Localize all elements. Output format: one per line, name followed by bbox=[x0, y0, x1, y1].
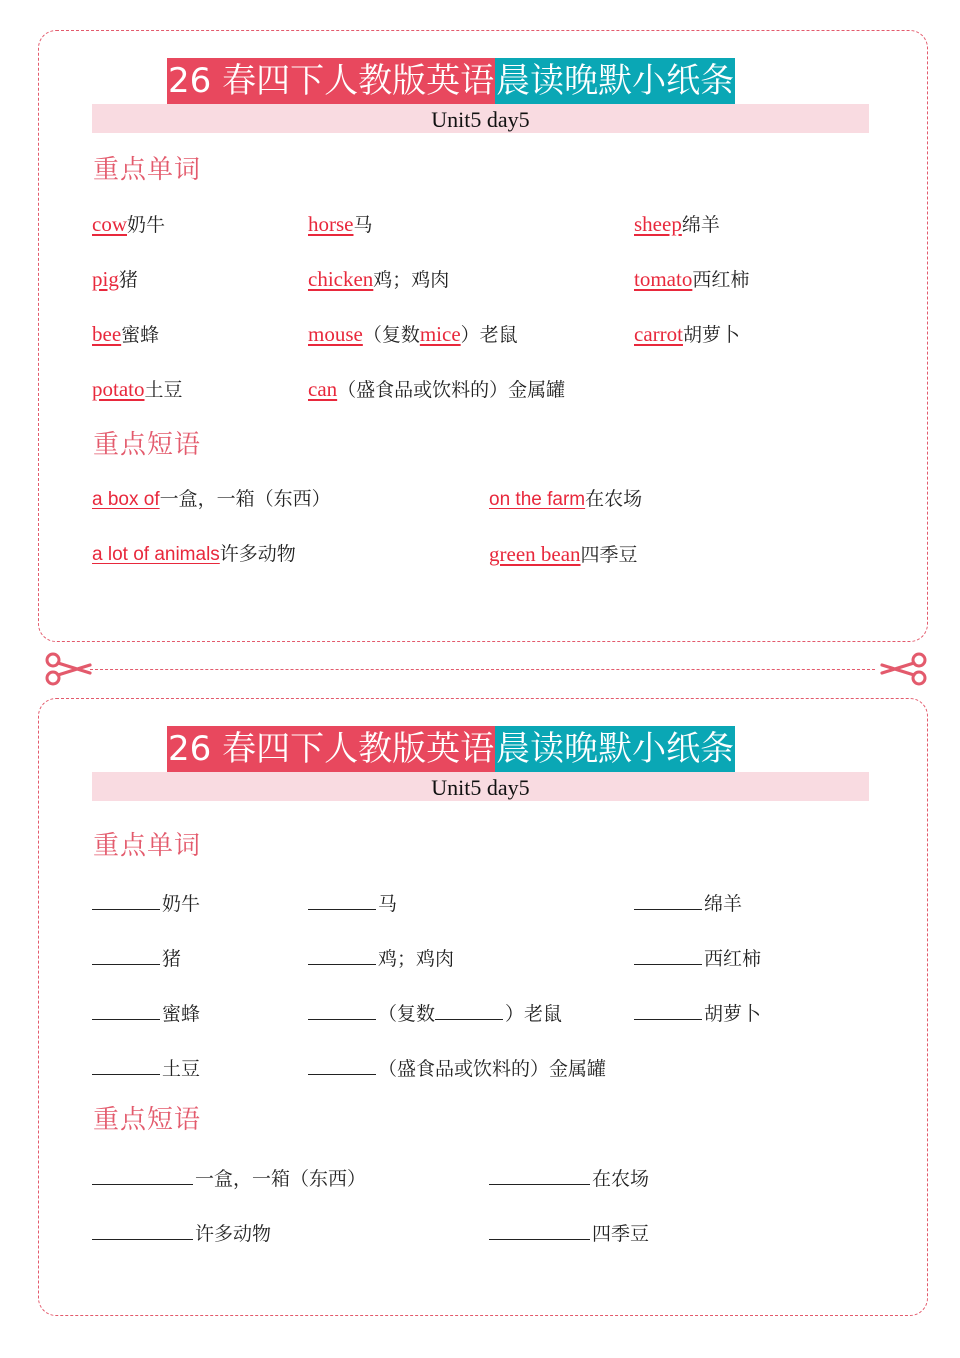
word-item bbox=[92, 211, 165, 238]
word-en: pig bbox=[92, 267, 119, 291]
word-cn: ）老鼠 bbox=[505, 1003, 563, 1025]
word-cn: 猪 bbox=[162, 948, 182, 970]
phrase-item bbox=[92, 541, 296, 568]
word-cn: （盛食品或饮料的）金属罐 bbox=[337, 379, 566, 401]
phrase-cn: 许多动物 bbox=[219, 543, 296, 565]
word-cn: 胡萝卜 bbox=[704, 1003, 762, 1025]
cut-line bbox=[90, 669, 875, 670]
word-en: mouse bbox=[308, 322, 363, 346]
answer-blank[interactable] bbox=[92, 1162, 193, 1185]
blank-item bbox=[308, 887, 397, 917]
word-cn: （盛食品或饮料的）金属罐 bbox=[378, 1058, 607, 1080]
section-words-heading: 重点单词 bbox=[93, 831, 202, 861]
phrase-cn: 一盒，一箱（东西） bbox=[159, 488, 331, 510]
word-item bbox=[308, 266, 449, 293]
answer-blank[interactable] bbox=[308, 1052, 376, 1075]
word-cn-pre: （复数 bbox=[378, 1003, 436, 1025]
blank-item bbox=[92, 1217, 271, 1247]
card-title bbox=[167, 726, 735, 772]
word-en: potato bbox=[92, 377, 145, 401]
word-cn: 绵羊 bbox=[681, 214, 720, 236]
word-item bbox=[634, 266, 749, 293]
phrase-item bbox=[92, 486, 331, 513]
answer-blank[interactable] bbox=[92, 942, 160, 965]
word-item bbox=[92, 321, 159, 348]
phrase-en: on the farm bbox=[489, 489, 586, 510]
word-cn: 奶牛 bbox=[162, 893, 201, 915]
word-en: bee bbox=[92, 322, 122, 346]
word-cn: 西红柿 bbox=[692, 269, 750, 291]
section-phrases-heading: 重点短语 bbox=[93, 1105, 202, 1135]
word-cn: 奶牛 bbox=[127, 214, 166, 236]
word-en: cow bbox=[92, 212, 127, 236]
blank-item bbox=[489, 1162, 649, 1192]
word-en: chicken bbox=[308, 267, 374, 291]
word-cn: 土豆 bbox=[144, 379, 183, 401]
section-phrases-heading: 重点短语 bbox=[93, 430, 202, 460]
section-words-heading: 重点单词 bbox=[93, 155, 202, 185]
phrase-en: a box of bbox=[92, 489, 160, 510]
blank-item bbox=[92, 1052, 200, 1082]
answer-blank[interactable] bbox=[634, 997, 702, 1020]
answer-blank[interactable] bbox=[92, 997, 160, 1020]
word-item bbox=[92, 266, 138, 293]
word-item bbox=[308, 321, 518, 348]
word-cn: 鸡；鸡肉 bbox=[378, 948, 455, 970]
word-cn: 绵羊 bbox=[704, 893, 743, 915]
blank-item bbox=[634, 887, 742, 917]
word-cn: 蜜蜂 bbox=[162, 1003, 201, 1025]
unit-label: Unit5 day5 bbox=[92, 772, 869, 801]
answer-blank[interactable] bbox=[92, 887, 160, 910]
word-cn: 胡萝卜 bbox=[682, 324, 740, 346]
phrase-item bbox=[489, 486, 642, 513]
card-title bbox=[167, 58, 735, 104]
phrase-item bbox=[489, 541, 638, 568]
word-item bbox=[92, 376, 183, 403]
word-cn: 猪 bbox=[118, 269, 138, 291]
word-item bbox=[634, 321, 740, 348]
word-en: horse bbox=[308, 212, 354, 236]
word-cn: 鸡；鸡肉 bbox=[373, 269, 450, 291]
blank-item bbox=[308, 997, 562, 1027]
scissors-icon bbox=[44, 652, 92, 686]
word-item bbox=[308, 211, 373, 238]
phrase-en: green bean bbox=[489, 542, 581, 566]
answer-blank[interactable] bbox=[308, 997, 376, 1020]
phrase-cn: 在农场 bbox=[585, 488, 643, 510]
blank-item bbox=[92, 997, 200, 1027]
blank-item bbox=[308, 1052, 606, 1082]
blank-item bbox=[92, 1162, 366, 1192]
word-en-plural: mice bbox=[419, 322, 461, 346]
answer-blank[interactable] bbox=[489, 1162, 590, 1185]
answer-blank[interactable] bbox=[308, 887, 376, 910]
word-en: carrot bbox=[634, 322, 683, 346]
title-part1: 26 春四下人教版英语 bbox=[167, 58, 495, 104]
phrase-cn: 一盒，一箱（东西） bbox=[195, 1168, 367, 1190]
phrase-cn: 在农场 bbox=[592, 1168, 650, 1190]
title-part2: 晨读晚默小纸条 bbox=[495, 726, 735, 772]
quiz-card bbox=[38, 698, 928, 1316]
word-en: tomato bbox=[634, 267, 693, 291]
blank-item bbox=[634, 942, 761, 972]
word-cn: 土豆 bbox=[162, 1058, 201, 1080]
word-item bbox=[634, 211, 720, 238]
word-cn: 蜜蜂 bbox=[121, 324, 160, 346]
answer-blank[interactable] bbox=[92, 1052, 160, 1075]
answer-blank-plural[interactable] bbox=[435, 997, 503, 1020]
blank-item bbox=[92, 887, 200, 917]
phrase-cn: 四季豆 bbox=[580, 544, 638, 566]
answer-blank[interactable] bbox=[634, 942, 702, 965]
blank-item bbox=[489, 1217, 649, 1247]
phrase-cn: 四季豆 bbox=[592, 1223, 650, 1245]
word-cn: 马 bbox=[378, 893, 398, 915]
blank-item bbox=[634, 997, 761, 1027]
title-part1: 26 春四下人教版英语 bbox=[167, 726, 495, 772]
answer-blank[interactable] bbox=[634, 887, 702, 910]
phrase-cn: 许多动物 bbox=[195, 1223, 272, 1245]
phrase-en: a lot of animals bbox=[92, 544, 220, 565]
answer-blank[interactable] bbox=[92, 1217, 193, 1240]
word-cn-pre: （复数 bbox=[362, 324, 420, 346]
blank-item bbox=[308, 942, 454, 972]
blank-item bbox=[92, 942, 181, 972]
answer-card bbox=[38, 30, 928, 642]
answer-blank[interactable] bbox=[489, 1217, 590, 1240]
word-item bbox=[308, 376, 565, 403]
scissors-icon bbox=[880, 652, 928, 686]
word-en: can bbox=[308, 377, 338, 401]
word-cn: ）老鼠 bbox=[460, 324, 518, 346]
word-en: sheep bbox=[634, 212, 682, 236]
word-cn: 马 bbox=[353, 214, 373, 236]
word-cn: 西红柿 bbox=[704, 948, 762, 970]
title-part2: 晨读晚默小纸条 bbox=[495, 58, 735, 104]
answer-blank[interactable] bbox=[308, 942, 376, 965]
unit-label: Unit5 day5 bbox=[92, 104, 869, 133]
